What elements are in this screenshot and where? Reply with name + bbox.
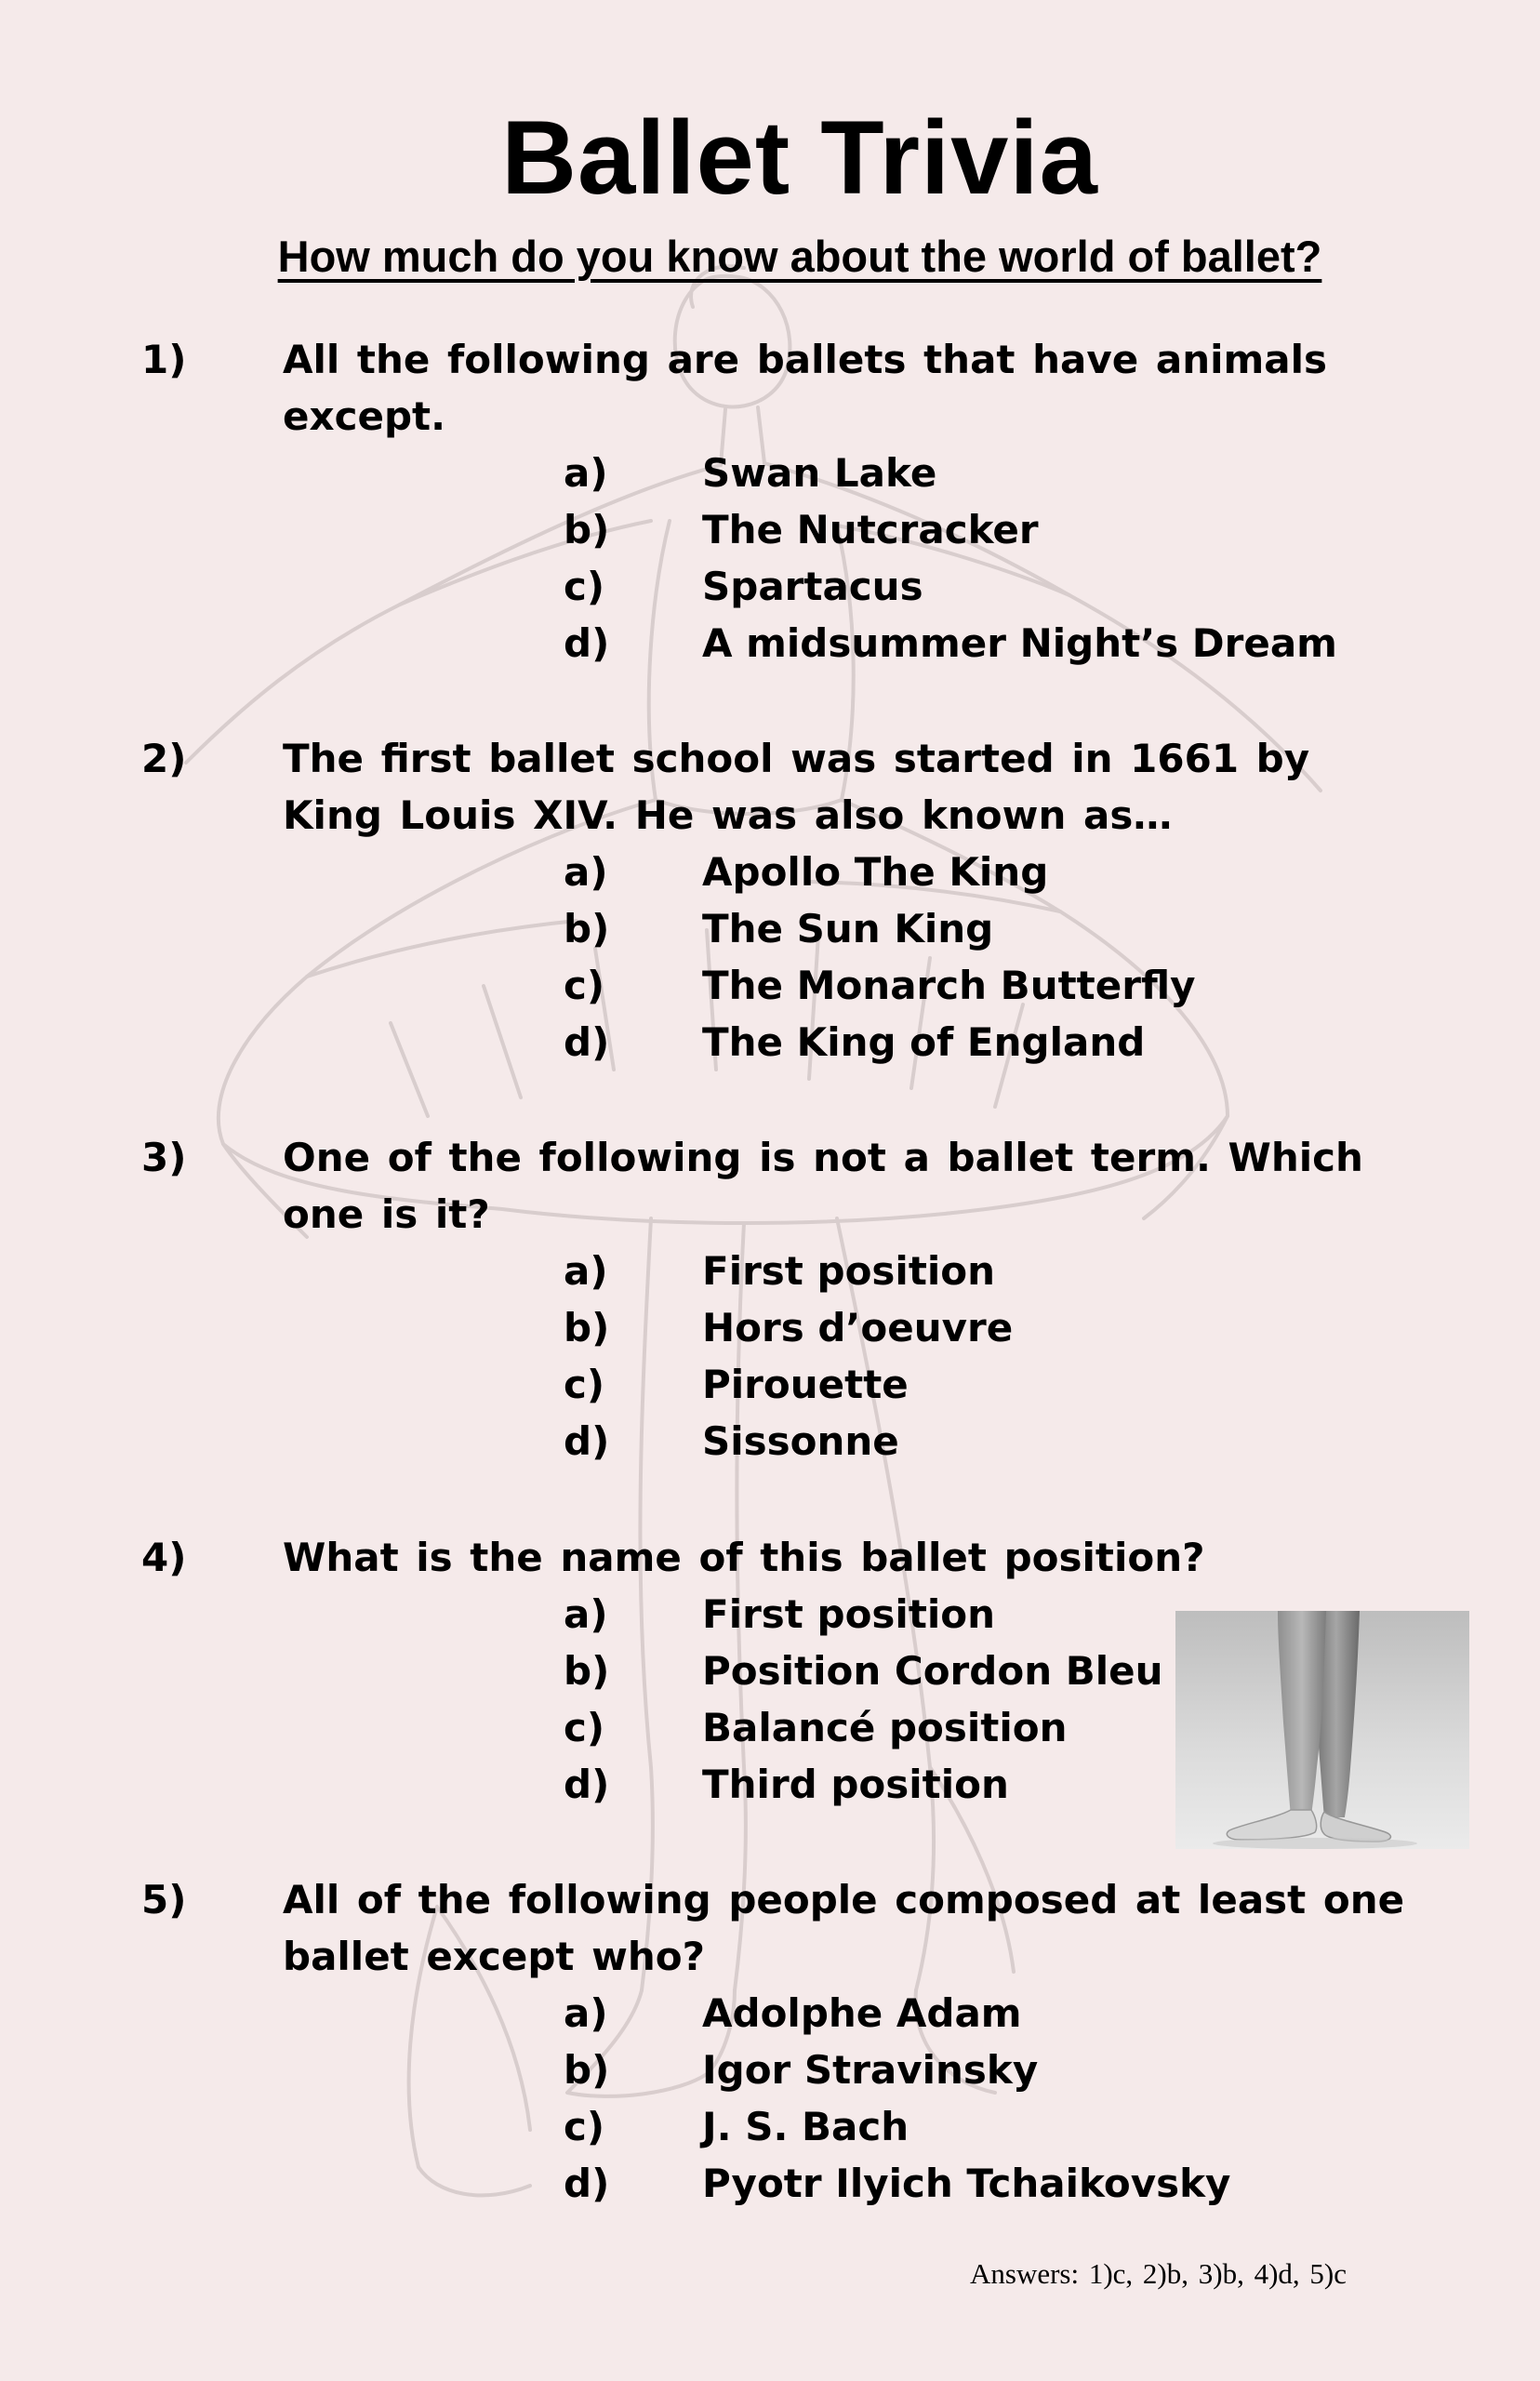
question-text: All the following are ballets that have animals except. [283, 337, 1327, 439]
option-text: A midsummer Night’s Dream [702, 620, 1337, 666]
option-letter: c) [564, 963, 605, 1008]
option-letter: c) [564, 1705, 605, 1750]
question-text: All of the following people composed at least one ballet except who? [283, 1877, 1405, 1979]
page-title: Ballet Trivia [501, 100, 1098, 216]
option-text: Balancé position [702, 1705, 1068, 1750]
question-number: 5) [141, 1877, 187, 1922]
option-letter: c) [564, 2104, 605, 2149]
option-text: First position [702, 1248, 996, 1294]
question-number: 1) [141, 337, 187, 382]
option-text: Pyotr Ilyich Tchaikovsky [702, 2161, 1231, 2206]
option-text: J. S. Bach [702, 2104, 909, 2149]
option-letter: d) [564, 620, 610, 666]
option-text: Position Cordon Bleu [702, 1648, 1163, 1694]
option-text: Spartacus [702, 564, 923, 609]
option-letter: b) [564, 1305, 610, 1350]
option-letter: a) [564, 1591, 608, 1637]
option-text: Apollo The King [702, 849, 1049, 895]
option-letter: a) [564, 1990, 608, 2036]
option-letter: a) [564, 450, 608, 496]
option-text: Adolphe Adam [702, 1990, 1022, 2036]
option-letter: c) [564, 1362, 605, 1407]
option-letter: d) [564, 2161, 610, 2206]
option-text: Pirouette [702, 1362, 909, 1407]
option-text: The Nutcracker [702, 507, 1039, 552]
option-letter: d) [564, 1762, 610, 1807]
option-text: The Monarch Butterfly [702, 963, 1196, 1008]
question-text: One of the following is not a ballet term. Which one is it? [283, 1135, 1363, 1237]
question-number: 4) [141, 1535, 187, 1580]
question-text: What is the name of this ballet position? [283, 1535, 1205, 1580]
option-letter: a) [564, 849, 608, 895]
option-text: First position [702, 1591, 996, 1637]
question-number: 3) [141, 1135, 187, 1180]
option-letter: b) [564, 2047, 610, 2093]
option-text: The Sun King [702, 906, 994, 951]
option-letter: b) [564, 906, 610, 951]
answer-key: Answers: 1)c, 2)b, 3)b, 4)d, 5)c [970, 2257, 1347, 2290]
option-text: Sissonne [702, 1418, 899, 1464]
option-text: Hors d’oeuvre [702, 1305, 1014, 1350]
page-subtitle: How much do you know about the world of ballet? [277, 232, 1322, 281]
option-letter: c) [564, 564, 605, 609]
option-text: Third position [702, 1762, 1009, 1807]
question-text: The first ballet school was started in 1661 by King Louis XIV. He was also known as… [283, 736, 1310, 838]
option-text: The King of England [702, 1019, 1146, 1065]
option-letter: d) [564, 1418, 610, 1464]
option-text: Igor Stravinsky [702, 2047, 1039, 2093]
question-number: 2) [141, 736, 187, 781]
option-text: Swan Lake [702, 450, 937, 496]
option-letter: d) [564, 1019, 610, 1065]
option-letter: b) [564, 507, 610, 552]
option-letter: b) [564, 1648, 610, 1694]
ballet-feet-photo [1175, 1611, 1469, 1849]
option-letter: a) [564, 1248, 608, 1294]
